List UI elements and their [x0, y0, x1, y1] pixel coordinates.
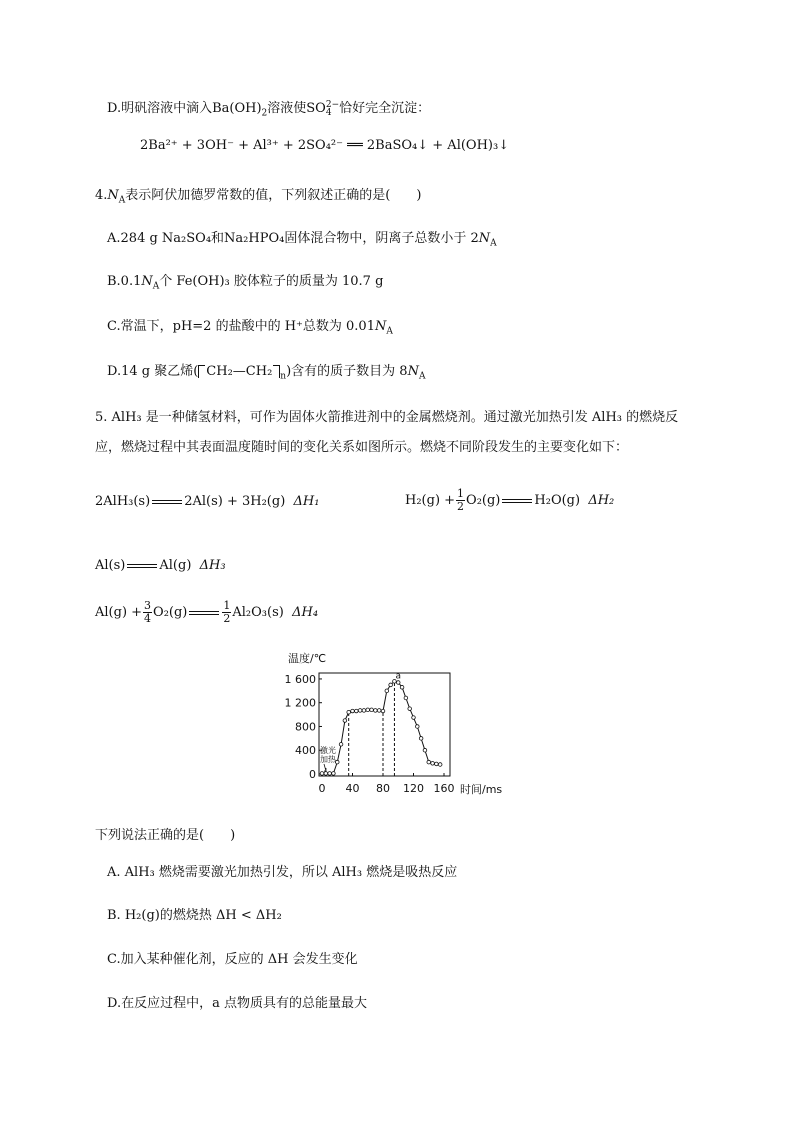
data-point: [389, 683, 393, 687]
data-point: [435, 762, 439, 766]
fraction-half: $\frac{1}{2}$: [457, 487, 465, 513]
annotation-laser-line2: 加热: [320, 755, 336, 764]
x-tick-label: 40: [345, 782, 360, 795]
q4-option-c: C.常温下，pH=2 的盐酸中的 H⁺总数为 $0.01N_A$: [107, 319, 393, 337]
x-tick-label: 80: [376, 782, 390, 795]
data-point: [362, 709, 366, 713]
equals-sign-icon: [189, 608, 219, 618]
chart-points: [320, 680, 442, 776]
q3-equation: 2Ba²⁺ + 3OH⁻ + Al³⁺ + 2SO₄²⁻ ══ 2BaSO₄↓ + Al(OH)₃↓: [140, 138, 510, 153]
q5-equation-4: Al(g) + $\frac{3}{4}$ O₂(g) $\frac{1}{2}$ Al₂O₃(s) ΔH₄: [95, 599, 319, 625]
q5-stem-line2: 应，燃烧过程中其表面温度随时间的变化关系如图所示。燃烧不同阶段发生的主要变化如下：: [95, 440, 629, 455]
q5-ask: 下列说法正确的是( ): [95, 828, 236, 843]
equals-sign-icon: [127, 561, 157, 571]
data-point: [358, 709, 362, 713]
data-point: [412, 716, 416, 720]
data-point: [351, 709, 355, 713]
data-point: [381, 709, 385, 713]
data-point: [431, 762, 435, 766]
chart-y-ticks: [285, 673, 323, 781]
data-point: [370, 708, 374, 712]
data-point: [374, 709, 378, 713]
y-tick-label: 1 200: [284, 696, 316, 710]
data-point: [324, 772, 328, 776]
peak-label: a: [395, 671, 401, 682]
chart-xlabel: 时间/ms: [460, 783, 503, 796]
data-point: [320, 772, 324, 776]
equals-sign-icon: [152, 497, 182, 507]
data-point: [438, 763, 442, 767]
q5-option-c: C.加入某种催化剂，反应的 ΔH 会发生变化: [107, 952, 358, 967]
chart-ylabel: 温度/℃: [288, 652, 327, 665]
q5-option-a: A. AlH₃ 燃烧需要激光加热引发，所以 AlH₃ 燃烧是吸热反应: [107, 865, 458, 880]
data-point: [404, 696, 408, 700]
x-tick-label: 160: [433, 782, 455, 795]
laser-arrow-icon: [324, 764, 326, 771]
fraction-half: $\frac{1}{2}$: [223, 599, 231, 625]
data-point: [355, 709, 359, 713]
q5-stem-line1: 5. AlH₃ 是一种储氢材料，可作为固体火箭推进剂中的金属燃烧剂。通过激光加热引发 AlH₃ 的燃烧反: [95, 410, 679, 425]
data-point: [408, 707, 412, 711]
data-point: [366, 708, 370, 712]
data-point: [423, 748, 427, 752]
data-point: [332, 772, 336, 776]
data-point: [347, 710, 351, 714]
data-point: [400, 685, 404, 689]
data-point: [416, 725, 420, 729]
data-point: [343, 719, 347, 723]
data-point: [328, 772, 332, 776]
chart-dashed-lines: [349, 681, 395, 776]
q5-equation-2: H₂(g) + $\frac{1}{2}$ O₂(g) H₂O(g) ΔH₂: [405, 487, 615, 513]
x-tick-label: 120: [403, 782, 424, 795]
q5-option-b: B. H₂(g)的燃烧热 ΔH < ΔH₂: [107, 908, 282, 923]
equals-sign-icon: [502, 496, 532, 506]
data-point: [385, 689, 389, 693]
data-point: [427, 760, 431, 764]
temperature-time-chart: [280, 650, 520, 800]
q4-option-b: $B.0.1N_A$个 Fe(OH)₃ 胶体粒子的质量为 10.7 g: [107, 274, 384, 292]
y-tick-label: 1 600: [284, 672, 316, 686]
y-tick-label: 800: [295, 720, 316, 734]
q5-option-d: D.在反应过程中，a 点物质具有的总能量最大: [107, 996, 367, 1011]
q5-equation-3: Al(s) Al(g) ΔH₃: [95, 558, 226, 573]
data-point: [339, 742, 343, 746]
y-tick-label: 400: [295, 744, 316, 758]
annotation-laser-line1: 激光: [320, 746, 336, 755]
data-point: [377, 709, 381, 713]
y-tick-label: 0: [309, 768, 316, 781]
fraction-three-quarters: $\frac{3}{4}$: [144, 599, 152, 625]
polymer-bracket-icon: CH₂—CH₂: [198, 363, 280, 381]
temperature-curve: [322, 681, 440, 773]
x-tick-label: 0: [318, 782, 326, 795]
q3-option-d: D.明矾溶液中滴入$Ba(OH)_2$溶液使SO 2− 4 恰好完全沉淀：: [107, 99, 431, 119]
q4-option-a: A.284 g Na₂SO₄和Na₂HPO₄固体混合物中，阴离子总数小于 $2N_A$: [107, 231, 497, 249]
data-point: [419, 737, 423, 741]
q4-option-d: D.14 g 聚乙烯( CH₂—CH₂ $_n$)含有的质子数目为 $8N_A$: [107, 364, 426, 382]
q4-stem: $4.N_A$表示阿伏加德罗常数的值，下列叙述正确的是( ): [95, 188, 422, 206]
q5-equation-1: 2AlH₃(s) 2Al(s) + 3H₂(g) ΔH₁: [95, 494, 320, 509]
